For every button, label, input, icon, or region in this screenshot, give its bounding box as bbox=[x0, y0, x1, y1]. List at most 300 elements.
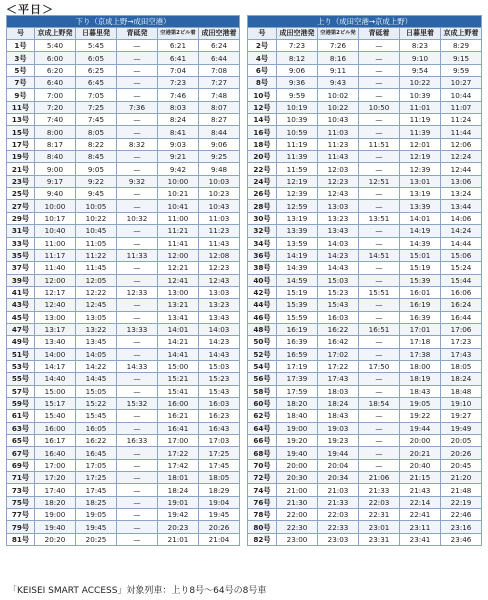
train-number-cell: 57号 bbox=[7, 385, 35, 397]
time-cell: 10:21 bbox=[158, 188, 199, 200]
time-cell: 16:43 bbox=[199, 422, 240, 434]
time-cell: 20:45 bbox=[441, 459, 482, 471]
time-cell: 14:22 bbox=[76, 360, 117, 372]
time-cell: 19:23 bbox=[318, 435, 359, 447]
train-number-cell: 60号 bbox=[248, 397, 277, 409]
time-cell: 16:41 bbox=[158, 422, 199, 434]
train-number-cell: 14号 bbox=[248, 114, 277, 126]
table-row bbox=[7, 472, 240, 484]
time-cell: 19:40 bbox=[35, 521, 76, 533]
time-cell: 11:44 bbox=[441, 126, 482, 138]
table-row bbox=[248, 385, 482, 397]
col-header-narita-dep: 成田空港発 bbox=[277, 28, 318, 40]
time-cell: 17:43 bbox=[318, 373, 359, 385]
time-cell: 18:05 bbox=[199, 472, 240, 484]
table-row bbox=[7, 410, 240, 422]
time-cell: 10:22 bbox=[76, 212, 117, 224]
time-cell: 6:44 bbox=[199, 52, 240, 64]
time-cell: 11:00 bbox=[158, 212, 199, 224]
time-cell: — bbox=[117, 509, 158, 521]
time-cell: — bbox=[117, 274, 158, 286]
train-number-cell: 53号 bbox=[7, 360, 35, 372]
time-cell: — bbox=[117, 200, 158, 212]
time-cell: 16:40 bbox=[35, 447, 76, 459]
time-cell: 21:04 bbox=[199, 533, 240, 545]
time-cell: 10:05 bbox=[76, 200, 117, 212]
table-row bbox=[7, 360, 240, 372]
time-cell: 15:22 bbox=[76, 397, 117, 409]
train-number-cell: 73号 bbox=[7, 484, 35, 496]
train-number-cell: 41号 bbox=[7, 286, 35, 298]
time-cell: 23:11 bbox=[400, 521, 441, 533]
time-cell: 13:05 bbox=[76, 311, 117, 323]
time-cell: 14:33 bbox=[117, 360, 158, 372]
time-cell: 16:00 bbox=[158, 397, 199, 409]
time-cell: — bbox=[359, 435, 400, 447]
time-cell: — bbox=[359, 348, 400, 360]
time-cell: 15:39 bbox=[277, 299, 318, 311]
time-cell: 11:45 bbox=[76, 262, 117, 274]
train-number-cell: 12号 bbox=[248, 101, 277, 113]
time-cell: 8:29 bbox=[441, 40, 482, 52]
time-cell: 10:03 bbox=[199, 175, 240, 187]
time-cell: 21:01 bbox=[158, 533, 199, 545]
time-cell: 12:21 bbox=[158, 262, 199, 274]
time-cell: 9:43 bbox=[318, 77, 359, 89]
time-cell: 13:01 bbox=[400, 175, 441, 187]
time-cell: 22:03 bbox=[359, 496, 400, 508]
time-cell: — bbox=[117, 447, 158, 459]
time-cell: 10:22 bbox=[318, 101, 359, 113]
time-cell: 11:33 bbox=[117, 249, 158, 261]
time-cell: — bbox=[117, 126, 158, 138]
train-number-cell: 46号 bbox=[248, 311, 277, 323]
time-cell: 18:24 bbox=[158, 484, 199, 496]
time-cell: 9:17 bbox=[35, 175, 76, 187]
time-cell: 9:32 bbox=[117, 175, 158, 187]
train-number-cell: 29号 bbox=[7, 212, 35, 224]
col-header-aoto-arr: 青砥着 bbox=[359, 28, 400, 40]
table-row bbox=[248, 101, 482, 113]
time-cell: 13:43 bbox=[199, 311, 240, 323]
train-number-cell: 71号 bbox=[7, 472, 35, 484]
time-cell: 6:05 bbox=[76, 52, 117, 64]
time-cell: 23:03 bbox=[318, 533, 359, 545]
time-cell: — bbox=[359, 274, 400, 286]
train-number-cell: 17号 bbox=[7, 138, 35, 150]
time-cell: 17:45 bbox=[76, 484, 117, 496]
time-cell: 12:19 bbox=[277, 175, 318, 187]
time-cell: 12:24 bbox=[441, 151, 482, 163]
time-cell: 12:39 bbox=[400, 163, 441, 175]
time-cell: 14:24 bbox=[441, 225, 482, 237]
time-cell: 8:05 bbox=[76, 126, 117, 138]
table-row bbox=[7, 52, 240, 64]
time-cell: 23:41 bbox=[400, 533, 441, 545]
table-row bbox=[248, 225, 482, 237]
table-row bbox=[7, 286, 240, 298]
time-cell: 19:00 bbox=[277, 422, 318, 434]
table-row bbox=[248, 40, 482, 52]
time-cell: 10:40 bbox=[35, 225, 76, 237]
time-cell: 17:01 bbox=[400, 323, 441, 335]
table-row bbox=[248, 472, 482, 484]
col-header-narita-arr: 成田空港着 bbox=[199, 28, 240, 40]
time-cell: 17:18 bbox=[400, 336, 441, 348]
time-cell: 18:54 bbox=[359, 397, 400, 409]
time-cell: 15:43 bbox=[318, 299, 359, 311]
time-cell: — bbox=[117, 484, 158, 496]
time-cell: — bbox=[359, 237, 400, 249]
time-cell: 19:00 bbox=[35, 509, 76, 521]
time-cell: — bbox=[117, 89, 158, 101]
time-cell: — bbox=[117, 237, 158, 249]
time-cell: 11:43 bbox=[318, 151, 359, 163]
outbound-direction-header: 下り（京成上野→成田空港） bbox=[7, 16, 240, 28]
table-row bbox=[248, 237, 482, 249]
time-cell: 19:27 bbox=[441, 410, 482, 422]
time-cell: 21:00 bbox=[277, 484, 318, 496]
time-cell: — bbox=[359, 410, 400, 422]
time-cell: 21:06 bbox=[359, 472, 400, 484]
time-cell: 7:08 bbox=[199, 64, 240, 76]
time-cell: 22:19 bbox=[441, 496, 482, 508]
time-cell: 15:32 bbox=[117, 397, 158, 409]
page-title: ＜平日＞ bbox=[6, 3, 54, 16]
time-cell: — bbox=[117, 459, 158, 471]
time-cell: — bbox=[117, 533, 158, 545]
time-cell: 8:17 bbox=[35, 138, 76, 150]
train-number-cell: 77号 bbox=[7, 509, 35, 521]
table-row bbox=[7, 89, 240, 101]
time-cell: 10:32 bbox=[117, 212, 158, 224]
time-cell: 9:45 bbox=[76, 188, 117, 200]
time-cell: 7:45 bbox=[76, 114, 117, 126]
train-number-cell: 55号 bbox=[7, 373, 35, 385]
time-cell: — bbox=[359, 52, 400, 64]
train-number-cell: 43号 bbox=[7, 299, 35, 311]
time-cell: 22:41 bbox=[400, 509, 441, 521]
time-cell: 18:25 bbox=[76, 496, 117, 508]
time-cell: — bbox=[117, 336, 158, 348]
train-number-cell: 48号 bbox=[248, 323, 277, 335]
time-cell: 13:17 bbox=[35, 323, 76, 335]
time-cell: 13:19 bbox=[400, 188, 441, 200]
table-row bbox=[248, 286, 482, 298]
train-number-cell: 21号 bbox=[7, 163, 35, 175]
time-cell: — bbox=[359, 89, 400, 101]
time-cell: 14:43 bbox=[318, 262, 359, 274]
time-cell: 12:43 bbox=[199, 274, 240, 286]
table-row bbox=[248, 447, 482, 459]
time-cell: 9:06 bbox=[199, 138, 240, 150]
time-cell: 19:01 bbox=[158, 496, 199, 508]
time-cell: 19:44 bbox=[318, 447, 359, 459]
train-number-cell: 38号 bbox=[248, 262, 277, 274]
table-row bbox=[248, 175, 482, 187]
table-row bbox=[7, 175, 240, 187]
train-number-cell: 11号 bbox=[7, 101, 35, 113]
table-row bbox=[248, 138, 482, 150]
table-row bbox=[248, 126, 482, 138]
time-cell: 21:15 bbox=[400, 472, 441, 484]
table-row bbox=[248, 410, 482, 422]
time-cell: 16:33 bbox=[117, 435, 158, 447]
outbound-rows bbox=[7, 40, 240, 546]
table-row bbox=[7, 496, 240, 508]
time-cell: 16:03 bbox=[318, 311, 359, 323]
time-cell: 17:19 bbox=[277, 360, 318, 372]
time-cell: 14:01 bbox=[158, 323, 199, 335]
time-cell: 13:00 bbox=[158, 286, 199, 298]
time-cell: 7:20 bbox=[35, 101, 76, 113]
time-cell: 18:43 bbox=[400, 385, 441, 397]
time-cell: 17:23 bbox=[441, 336, 482, 348]
time-cell: 12:19 bbox=[400, 151, 441, 163]
train-number-cell: 75号 bbox=[7, 496, 35, 508]
time-cell: 13:22 bbox=[76, 323, 117, 335]
time-cell: 19:45 bbox=[76, 521, 117, 533]
time-cell: 8:00 bbox=[35, 126, 76, 138]
train-number-cell: 31号 bbox=[7, 225, 35, 237]
train-number-cell: 34号 bbox=[248, 237, 277, 249]
table-row bbox=[7, 138, 240, 150]
time-cell: 14:23 bbox=[199, 336, 240, 348]
train-number-cell: 42号 bbox=[248, 286, 277, 298]
time-cell: 15:51 bbox=[359, 286, 400, 298]
train-number-cell: 72号 bbox=[248, 472, 277, 484]
time-cell: 12:40 bbox=[35, 299, 76, 311]
time-cell: 13:59 bbox=[277, 237, 318, 249]
time-cell: — bbox=[359, 311, 400, 323]
time-cell: 18:24 bbox=[318, 397, 359, 409]
time-cell: 14:43 bbox=[199, 348, 240, 360]
time-cell: 12:44 bbox=[441, 163, 482, 175]
time-cell: 9:25 bbox=[199, 151, 240, 163]
time-cell: 10:41 bbox=[158, 200, 199, 212]
time-cell: 8:44 bbox=[199, 126, 240, 138]
time-cell: 9:10 bbox=[400, 52, 441, 64]
train-number-cell: 25号 bbox=[7, 188, 35, 200]
train-number-cell: 79号 bbox=[7, 521, 35, 533]
time-cell: 18:29 bbox=[199, 484, 240, 496]
train-number-cell: 40号 bbox=[248, 274, 277, 286]
table-row bbox=[7, 397, 240, 409]
time-cell: 8:41 bbox=[158, 126, 199, 138]
time-cell: 23:00 bbox=[277, 533, 318, 545]
time-cell: 13:24 bbox=[441, 188, 482, 200]
train-number-cell: 65号 bbox=[7, 435, 35, 447]
time-cell: 15:17 bbox=[35, 397, 76, 409]
train-number-cell: 62号 bbox=[248, 410, 277, 422]
time-cell: 17:03 bbox=[199, 435, 240, 447]
table-row bbox=[7, 212, 240, 224]
train-number-cell: 9号 bbox=[7, 89, 35, 101]
train-number-cell: 52号 bbox=[248, 348, 277, 360]
time-cell: 12:59 bbox=[277, 200, 318, 212]
time-cell: 12:22 bbox=[76, 286, 117, 298]
table-row bbox=[248, 459, 482, 471]
time-cell: 12:43 bbox=[318, 188, 359, 200]
table-row bbox=[248, 89, 482, 101]
train-number-cell: 18号 bbox=[248, 138, 277, 150]
time-cell: 20:26 bbox=[199, 521, 240, 533]
train-number-cell: 47号 bbox=[7, 323, 35, 335]
time-cell: 9:48 bbox=[199, 163, 240, 175]
time-cell: 12:05 bbox=[76, 274, 117, 286]
train-number-cell: 19号 bbox=[7, 151, 35, 163]
time-cell: 8:40 bbox=[35, 151, 76, 163]
time-cell: 17:39 bbox=[277, 373, 318, 385]
time-cell: 20:00 bbox=[400, 435, 441, 447]
col-header-terminal2-arr: 空港第2ビル着 bbox=[158, 28, 199, 40]
time-cell: 8:16 bbox=[318, 52, 359, 64]
train-number-cell: 6号 bbox=[248, 64, 277, 76]
time-cell: 16:05 bbox=[76, 422, 117, 434]
time-cell: 12:23 bbox=[318, 175, 359, 187]
time-cell: 16:00 bbox=[35, 422, 76, 434]
train-number-cell: 44号 bbox=[248, 299, 277, 311]
time-cell: 17:06 bbox=[441, 323, 482, 335]
time-cell: 12:01 bbox=[400, 138, 441, 150]
table-row bbox=[248, 360, 482, 372]
table-row bbox=[7, 274, 240, 286]
time-cell: 7:46 bbox=[158, 89, 199, 101]
train-number-cell: 70号 bbox=[248, 459, 277, 471]
time-cell: 15:06 bbox=[441, 249, 482, 261]
time-cell: 7:26 bbox=[318, 40, 359, 52]
time-cell: 12:17 bbox=[35, 286, 76, 298]
train-number-cell: 8号 bbox=[248, 77, 277, 89]
time-cell: 15:19 bbox=[400, 262, 441, 274]
time-cell: 13:03 bbox=[318, 200, 359, 212]
train-number-cell: 76号 bbox=[248, 496, 277, 508]
time-cell: 9:36 bbox=[277, 77, 318, 89]
time-cell: — bbox=[359, 385, 400, 397]
time-cell: 10:00 bbox=[158, 175, 199, 187]
table-row bbox=[7, 323, 240, 335]
time-cell: 22:33 bbox=[318, 521, 359, 533]
time-cell: 13:21 bbox=[158, 299, 199, 311]
time-cell: 22:03 bbox=[318, 509, 359, 521]
time-cell: 17:25 bbox=[199, 447, 240, 459]
time-cell: 16:19 bbox=[400, 299, 441, 311]
time-cell: 11:59 bbox=[277, 163, 318, 175]
table-row bbox=[7, 385, 240, 397]
inbound-rows bbox=[248, 40, 482, 546]
table-row bbox=[7, 484, 240, 496]
time-cell: 14:06 bbox=[441, 212, 482, 224]
time-cell: — bbox=[117, 496, 158, 508]
time-cell: 13:03 bbox=[199, 286, 240, 298]
time-cell: 13:44 bbox=[441, 200, 482, 212]
table-row bbox=[248, 64, 482, 76]
time-cell: 16:39 bbox=[277, 336, 318, 348]
time-cell: 17:20 bbox=[35, 472, 76, 484]
table-row bbox=[7, 200, 240, 212]
train-number-cell: 51号 bbox=[7, 348, 35, 360]
time-cell: 17:40 bbox=[35, 484, 76, 496]
time-cell: 8:22 bbox=[76, 138, 117, 150]
time-cell: 21:03 bbox=[318, 484, 359, 496]
table-row bbox=[7, 163, 240, 175]
train-number-cell: 33号 bbox=[7, 237, 35, 249]
time-cell: 20:00 bbox=[277, 459, 318, 471]
time-cell: — bbox=[117, 348, 158, 360]
outbound-timetable bbox=[6, 15, 240, 546]
time-cell: 23:16 bbox=[441, 521, 482, 533]
train-number-cell: 56号 bbox=[248, 373, 277, 385]
train-number-cell: 37号 bbox=[7, 262, 35, 274]
train-number-cell: 81号 bbox=[7, 533, 35, 545]
time-cell: 6:21 bbox=[158, 40, 199, 52]
table-row bbox=[248, 200, 482, 212]
time-cell: 10:23 bbox=[199, 188, 240, 200]
time-cell: 17:00 bbox=[158, 435, 199, 447]
time-cell: 18:00 bbox=[400, 360, 441, 372]
time-cell: 20:25 bbox=[76, 533, 117, 545]
table-row bbox=[248, 77, 482, 89]
time-cell: 17:50 bbox=[359, 360, 400, 372]
time-cell: 18:43 bbox=[318, 410, 359, 422]
time-cell: 15:43 bbox=[199, 385, 240, 397]
time-cell: — bbox=[117, 52, 158, 64]
time-cell: 13:23 bbox=[199, 299, 240, 311]
train-number-cell: 1号 bbox=[7, 40, 35, 52]
time-cell: — bbox=[117, 151, 158, 163]
time-cell: 12:06 bbox=[441, 138, 482, 150]
time-cell: 10:19 bbox=[277, 101, 318, 113]
time-cell: 21:33 bbox=[318, 496, 359, 508]
train-number-cell: 30号 bbox=[248, 212, 277, 224]
time-cell: 8:23 bbox=[400, 40, 441, 52]
time-cell: 19:45 bbox=[199, 509, 240, 521]
time-cell: 12:00 bbox=[158, 249, 199, 261]
time-cell: 11:07 bbox=[441, 101, 482, 113]
time-cell: 11:01 bbox=[400, 101, 441, 113]
time-cell: 21:48 bbox=[441, 484, 482, 496]
time-cell: 8:12 bbox=[277, 52, 318, 64]
table-row bbox=[248, 249, 482, 261]
time-cell: 9:21 bbox=[158, 151, 199, 163]
time-cell: 20:20 bbox=[35, 533, 76, 545]
train-number-cell: 10号 bbox=[248, 89, 277, 101]
time-cell: 23:01 bbox=[359, 521, 400, 533]
time-cell: 8:32 bbox=[117, 138, 158, 150]
train-number-cell: 2号 bbox=[248, 40, 277, 52]
train-number-cell: 23号 bbox=[7, 175, 35, 187]
table-row bbox=[248, 435, 482, 447]
time-cell: 12:45 bbox=[76, 299, 117, 311]
time-cell: 10:27 bbox=[441, 77, 482, 89]
time-cell: 6:00 bbox=[35, 52, 76, 64]
table-row bbox=[7, 64, 240, 76]
time-cell: 16:22 bbox=[76, 435, 117, 447]
time-cell: 11:51 bbox=[359, 138, 400, 150]
table-row bbox=[248, 373, 482, 385]
time-cell: 18:20 bbox=[277, 397, 318, 409]
time-cell: 16:01 bbox=[400, 286, 441, 298]
train-number-cell: 26号 bbox=[248, 188, 277, 200]
time-cell: 10:50 bbox=[359, 101, 400, 113]
time-cell: — bbox=[359, 200, 400, 212]
time-cell: 11:03 bbox=[318, 126, 359, 138]
time-cell: 12:41 bbox=[158, 274, 199, 286]
time-cell: 21:30 bbox=[277, 496, 318, 508]
time-cell: 7:48 bbox=[199, 89, 240, 101]
time-cell: 20:21 bbox=[400, 447, 441, 459]
time-cell: 17:02 bbox=[318, 348, 359, 360]
